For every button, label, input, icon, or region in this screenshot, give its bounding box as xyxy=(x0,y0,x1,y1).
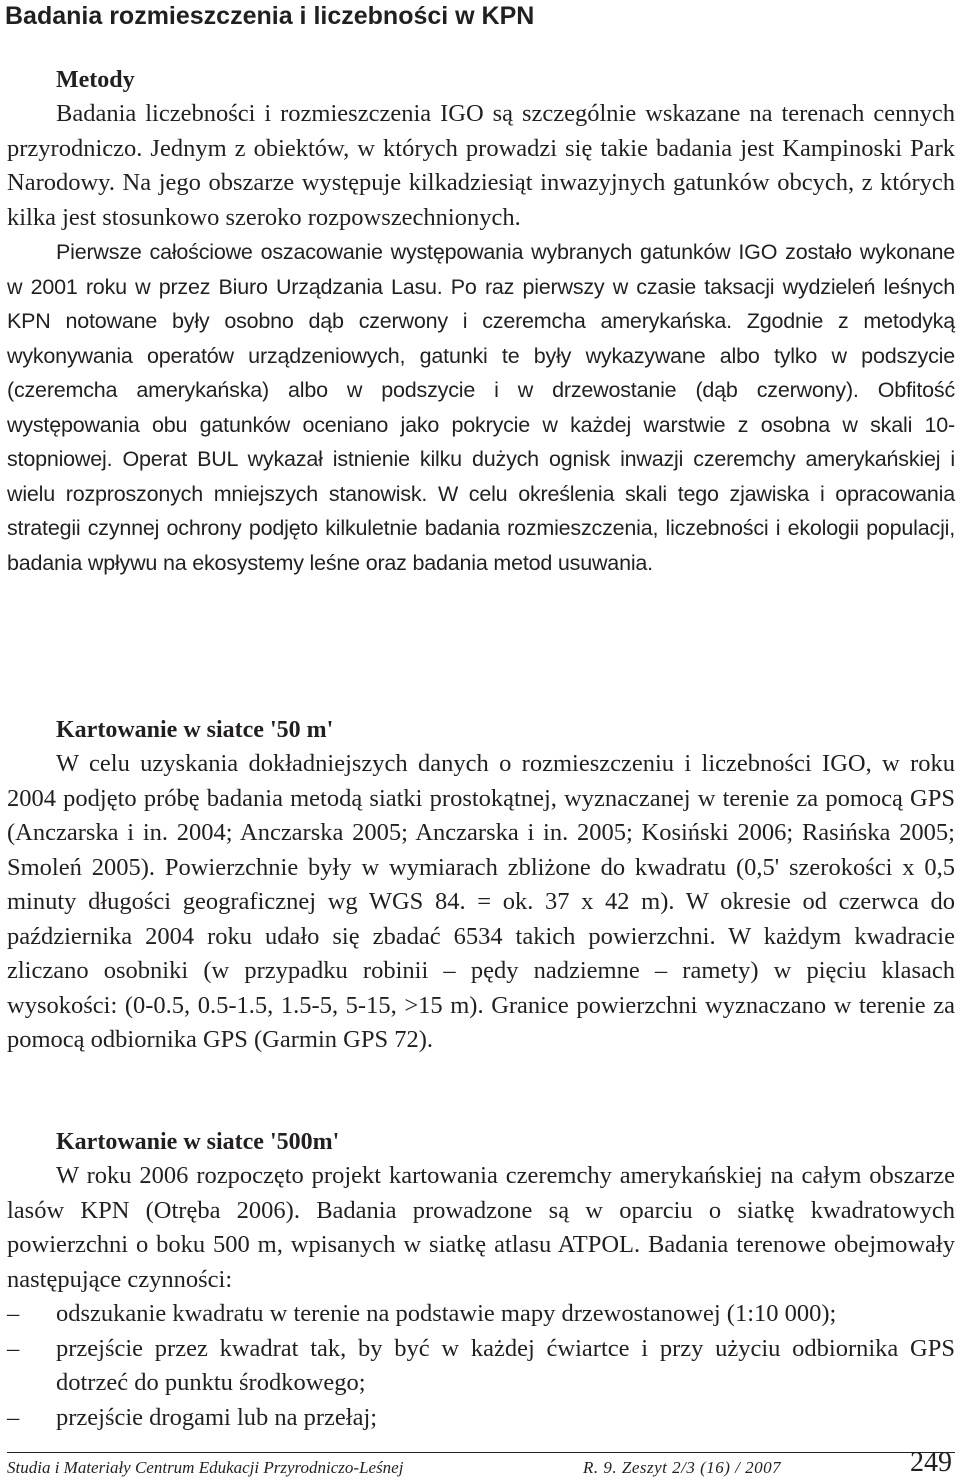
kartowanie-500-paragraph: W roku 2006 rozpoczęto projekt kartowania czeremchy amerykańskiej na całym obszarze lasów KPN (Otręba 2006). Badania prowadzone są w oparciu o siatkę kwadratowych powierzchni o boku 500 m, wpisanych w siatkę atlasu ATPOL. Badania terenowe obejmowały następujące czynności: xyxy=(7,1162,955,1293)
list-item-text: przejście drogami lub na przełaj; xyxy=(56,1403,378,1431)
list-item-text: odszukanie kwadratu w terenie na podstawie mapy drzewostanowej (1:10 000); xyxy=(56,1300,837,1327)
activity-list xyxy=(7,1297,955,1435)
footer-divider xyxy=(7,1452,955,1453)
section-title: Badania rozmieszczenia i liczebności w KPN xyxy=(5,2,535,30)
list-dash: – xyxy=(7,1403,20,1431)
metody-section xyxy=(7,63,955,580)
kartowanie-50-heading: Kartowanie w siatce '50 m' xyxy=(56,717,334,743)
list-item xyxy=(7,1401,955,1436)
page-number: 249 xyxy=(910,1447,952,1478)
metody-heading: Metody xyxy=(56,67,135,93)
kartowanie-50-paragraph: W celu uzyskania dokładniejszych danych o rozmieszczeniu i liczebności IGO, w roku 2004 podjęto próbę badania metodą siatki prostokątnej, wyznaczanej w terenie za pomocą GPS (Anczarska i in. 2004; Anczarska 2005; Anczarska i in. 2005; Kosiński 2006; Rasińska 2005; Smoleń 2005). Powierzchnie były w wymiarach zbliżone do kwadratu (0,5' szerokości x 0,5 minuty długości geograficznej wg WGS 84. = ok. 37 x 42 m). W okresie od czerwca do października 2004 roku udało się zbadać 6534 takich powierzchni. W każdym kwadracie zliczano osobniki (w przypadku robinii – pędy nadziemne – ramety) w pięciu klasach wysokości: (0-0.5, 0.5-1.5, 1.5-5, 5-15, >15 m). Granice powierzchni wyznaczano w terenie za pomocą odbiornika GPS (Garmin GPS 72). xyxy=(7,750,955,1053)
footer-issue: R. 9. Zeszyt 2/3 (16) / 2007 xyxy=(583,1458,782,1477)
list-item xyxy=(7,1332,955,1401)
list-dash: – xyxy=(7,1300,20,1327)
list-item xyxy=(7,1297,955,1332)
kartowanie-50-section xyxy=(7,713,955,1058)
list-dash: – xyxy=(7,1334,20,1362)
footer-journal-title: Studia i Materiały Centrum Edukacji Przyrodniczo-Leśnej xyxy=(7,1458,404,1477)
kartowanie-500-section xyxy=(7,1125,955,1435)
metody-paragraph-1: Badania liczebności i rozmieszczenia IGO są szczególnie wskazane na terenach cennych przyrodniczo. Jednym z obiektów, w których prowadzi się takie badania jest Kampinoski Park Narodowy. Na jego obszarze występuje kilkadziesiąt inwazyjnych gatunków obcych, z których kilka jest stosunkowo szeroko rozpowszechnionych. xyxy=(7,100,955,231)
kartowanie-500-heading: Kartowanie w siatce '500m' xyxy=(56,1129,340,1155)
metody-paragraph-2: Pierwsze całościowe oszacowanie występowania wybranych gatunków IGO zostało wykonane w 2001 roku w przez Biuro Urządzania Lasu. Po raz pierwszy w czasie taksacji wydzieleń leśnych KPN notowane były osobno dąb czerwony i czeremcha amerykańska. Zgodnie z metodyką wykonywania operatów urządzeniowych, gatunki te były wykazywane albo tylko w podszycie (czeremcha amerykańska) albo w podszycie i w drzewostanie (dąb czerwony). Obfitość występowania obu gatunków oceniano jako pokrycie w każdej warstwie z osobna w skali 10-stopniowej. Operat BUL wykazał istnienie kilku dużych ognisk inwazji czeremchy amerykańskiej i wielu rozproszonych mniejszych stanowisk. W celu określenia skali tego zjawiska i opracowania strategii czynnej ochrony podjęto kilkuletnie badania rozmieszczenia, liczebności i ekologii populacji, badania wpływu na ekosystemy leśne oraz badania metod usuwania. xyxy=(7,240,955,575)
list-item-text: przejście przez kwadrat tak, by być w każdej ćwiartce i przy użyciu odbiornika GPS dotrzeć do punktu środkowego; xyxy=(56,1334,955,1396)
